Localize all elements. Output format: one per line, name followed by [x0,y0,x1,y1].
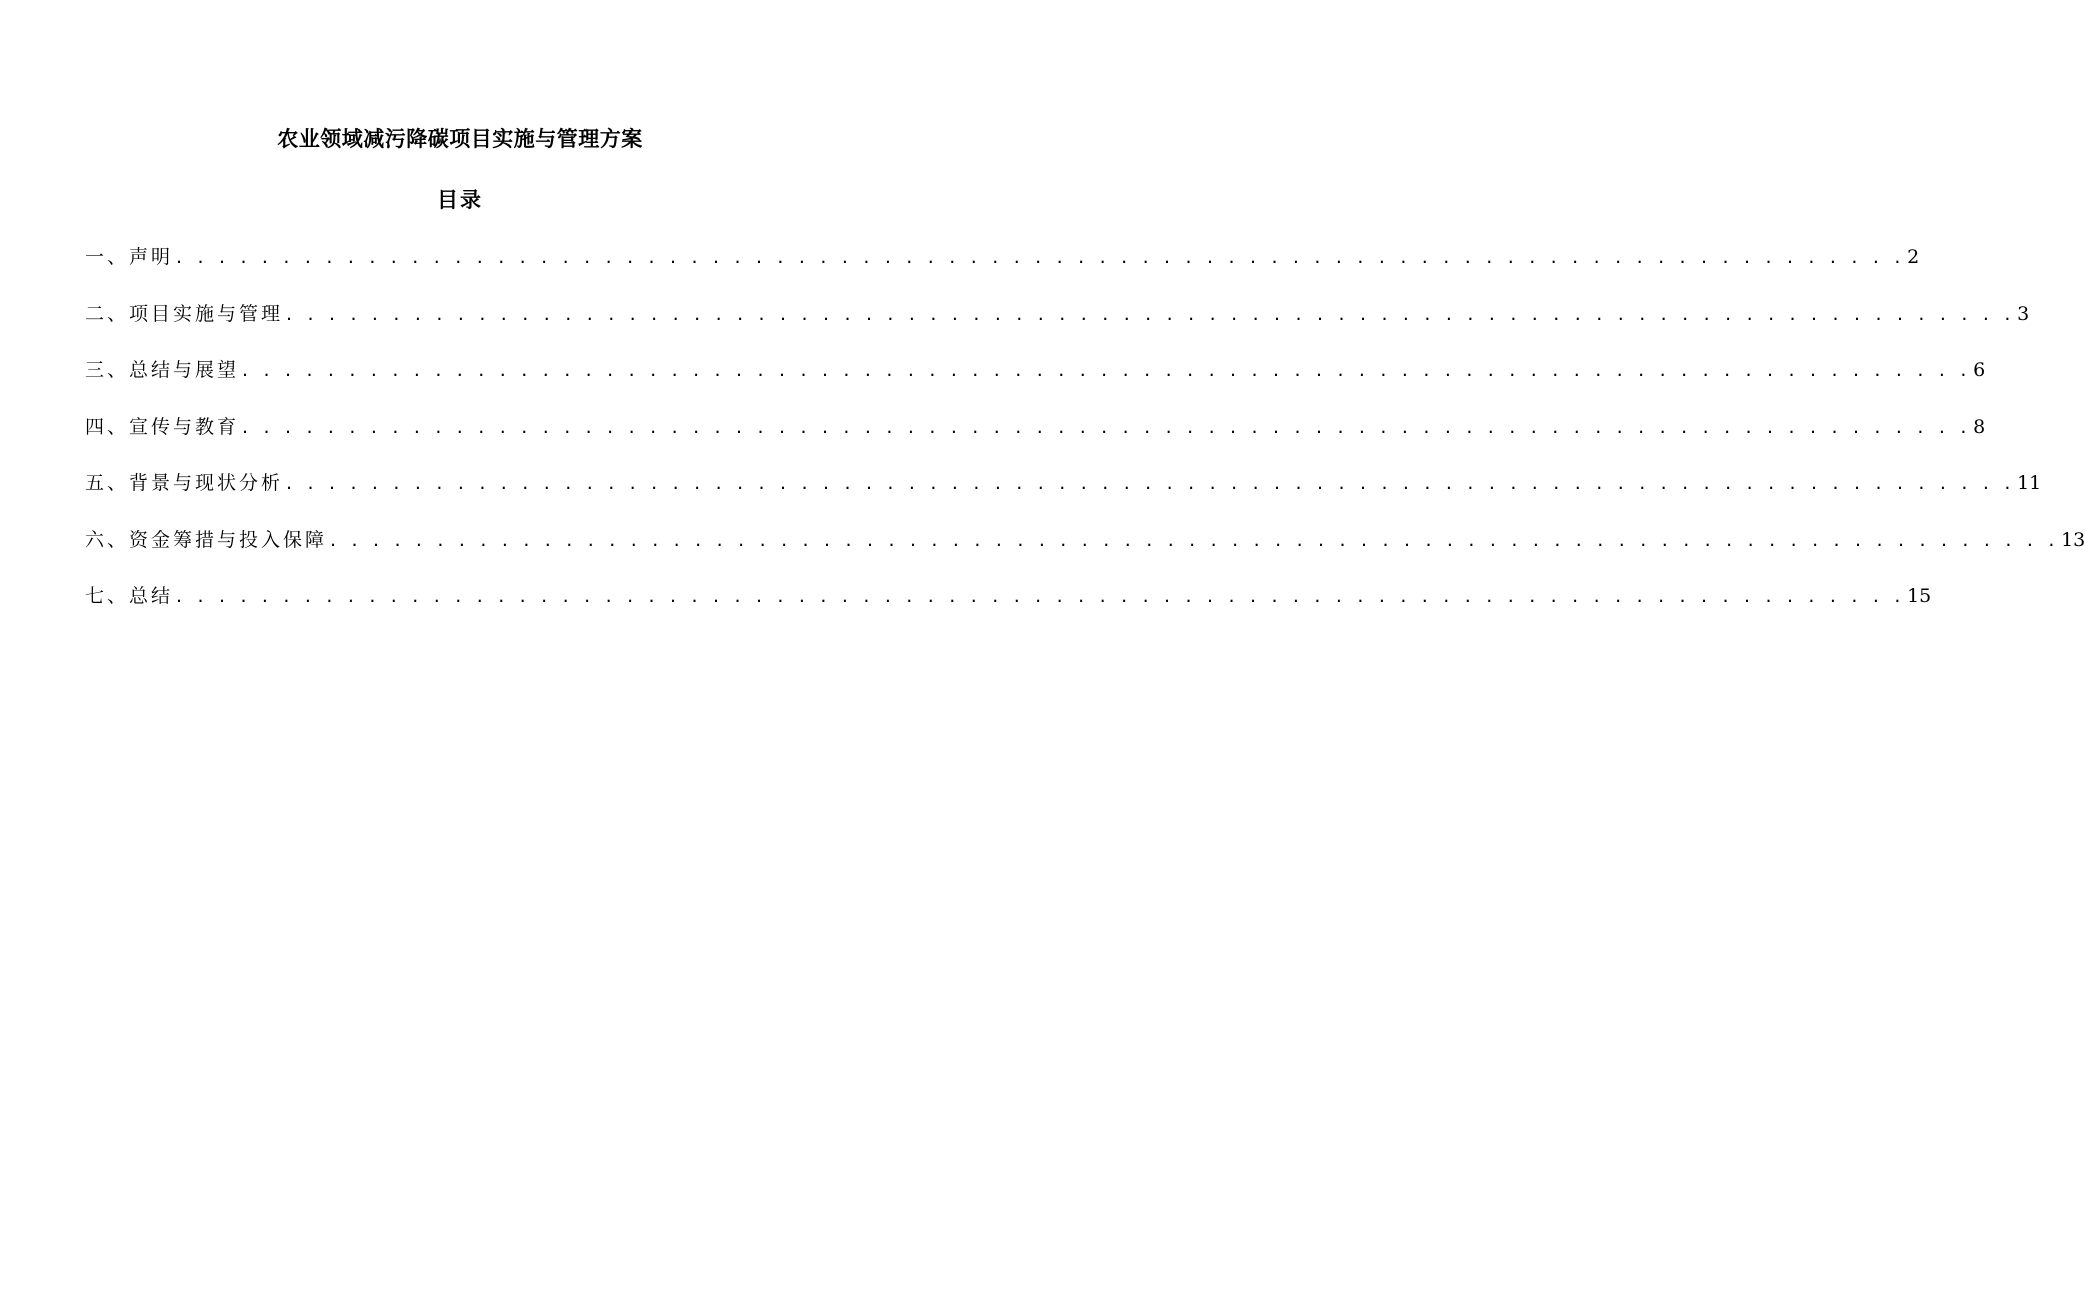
toc-page-number: 15 [1907,585,1932,607]
toc-page-number: 3 [2017,302,2030,325]
toc-entry-label: 七、总结 [85,585,174,607]
toc-page-number: 13 [2061,528,2085,551]
toc-entry-label: 五、背景与现状分析 [85,472,284,494]
toc-leader-dots: . . . . . . . . . . . . . . . . . . . . . . . . . . . . . . . . . . . . . . . . . . . . . . . . . . . . . . . . . . . . . . . . . . . . . . . . . . . . . . . . . [286,302,2016,325]
toc-entry-label: 四、宣传与教育 [85,415,240,438]
toc-page-number: 2 [1907,246,1920,268]
toc-leader-dots: . . . . . . . . . . . . . . . . . . . . . . . . . . . . . . . . . . . . . . . . . . . . . . . . . . . . . . . . . . . . . . . . . . . . . . . . . . . . . . . . . [176,246,1906,268]
toc-entry-label: 三、总结与展望 [85,359,240,381]
toc-leader-dots: . . . . . . . . . . . . . . . . . . . . . . . . . . . . . . . . . . . . . . . . . . . . . . . . . . . . . . . . . . . . . . . . . . . . . . . . . . . . . . . . . [330,528,2060,551]
document-title: 农业领域减污降碳项目实施与管理方案 [277,127,643,151]
toc-page-number: 8 [1973,415,1986,438]
toc-entry-funding[interactable] [85,523,2085,580]
toc-entry-education[interactable] [85,410,1986,467]
toc-entry-outlook[interactable] [85,353,1986,410]
toc-entry-statement[interactable] [85,240,1920,297]
toc-leader-dots: . . . . . . . . . . . . . . . . . . . . . . . . . . . . . . . . . . . . . . . . . . . . . . . . . . . . . . . . . . . . . . . . . . . . . . . . . . . . . . . . . [286,472,2016,494]
table-of-contents [85,240,2085,636]
toc-entry-label: 二、项目实施与管理 [85,302,284,325]
toc-page-number: 6 [1973,359,1986,381]
toc-entry-label: 一、声明 [85,246,174,268]
toc-entry-label: 六、资金筹措与投入保障 [85,528,328,551]
toc-entry-background[interactable] [85,466,2042,523]
toc-page-number: 11 [2017,472,2042,494]
toc-leader-dots: . . . . . . . . . . . . . . . . . . . . . . . . . . . . . . . . . . . . . . . . . . . . . . . . . . . . . . . . . . . . . . . . . . . . . . . . . . . . . . . . . [176,585,1906,607]
toc-leader-dots: . . . . . . . . . . . . . . . . . . . . . . . . . . . . . . . . . . . . . . . . . . . . . . . . . . . . . . . . . . . . . . . . . . . . . . . . . . . . . . . . . [242,415,1972,438]
toc-leader-dots: . . . . . . . . . . . . . . . . . . . . . . . . . . . . . . . . . . . . . . . . . . . . . . . . . . . . . . . . . . . . . . . . . . . . . . . . . . . . . . . . . [242,359,1972,381]
toc-entry-summary[interactable] [85,579,1932,636]
toc-heading: 目录 [437,188,483,212]
toc-entry-implementation[interactable] [85,297,2030,354]
